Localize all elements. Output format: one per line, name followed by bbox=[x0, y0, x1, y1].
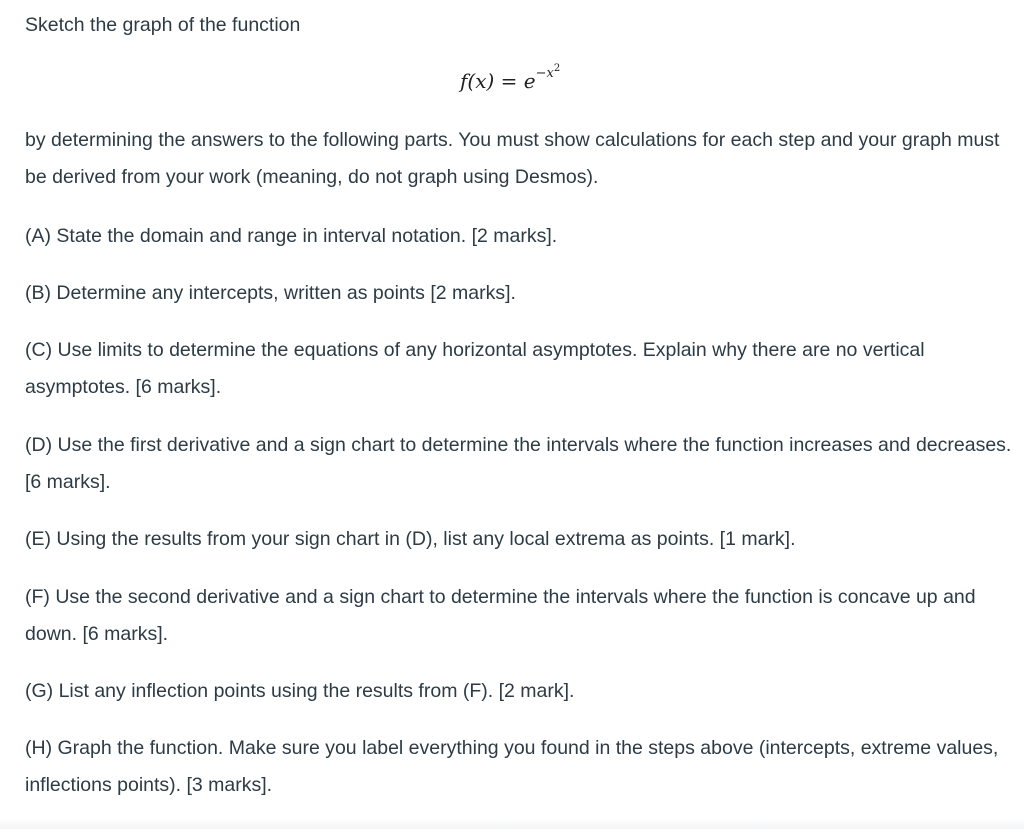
question-instructions: by determining the answers to the following parts. You must show calculations for each step and your graph must be derived from your work (meaning, do not graph using Desmos). bbox=[25, 129, 1000, 188]
formula-exponent: −x bbox=[535, 66, 554, 81]
part-g: (G) List any inflection points using the results from (F). [2 mark]. bbox=[25, 680, 575, 702]
part-e: (E) Using the results from your sign chart in (D), list any local extrema as points. [1 mark]. bbox=[25, 528, 796, 550]
part-a: (A) State the domain and range in interval notation. [2 marks]. bbox=[25, 225, 558, 247]
part-c: (C) Use limits to determine the equations of any horizontal asymptotes. Explain why there are no vertical asymptotes. [6 marks]. bbox=[25, 339, 925, 398]
bottom-divider bbox=[0, 819, 1024, 829]
question-intro: Sketch the graph of the function bbox=[25, 14, 301, 36]
part-f: (F) Use the second derivative and a sign chart to determine the intervals where the function is concave up and down. [6 marks]. bbox=[25, 586, 976, 645]
part-d: (D) Use the first derivative and a sign chart to determine the intervals where the function increases and decreases. [6 marks]. bbox=[25, 434, 1012, 493]
part-b: (B) Determine any intercepts, written as points [2 marks]. bbox=[25, 282, 516, 304]
formula-lhs: f(x) = e bbox=[460, 69, 536, 93]
formula-exponent-power: 2 bbox=[553, 63, 561, 74]
function-formula bbox=[460, 63, 561, 101]
part-h: (H) Graph the function. Make sure you label everything you found in the steps above (intercepts, extreme values, inflections points). [3 marks]. bbox=[25, 737, 999, 796]
